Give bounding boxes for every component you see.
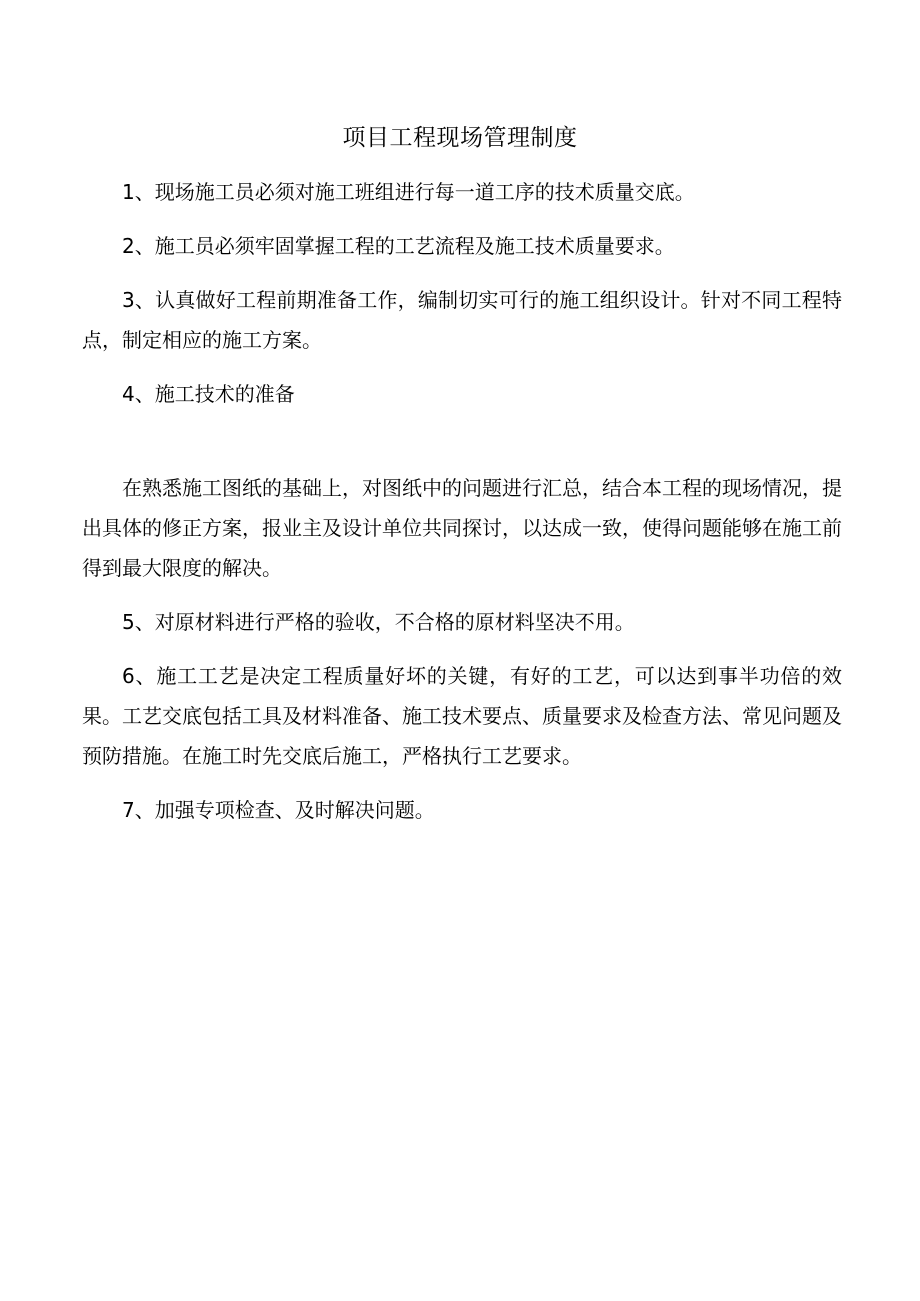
paragraph-5: 5、对原材料进行严格的验收，不合格的原材料坚决不用。 <box>122 610 635 634</box>
paragraph-6: 6、施工工艺是决定工程质量好坏的关键，有好的工艺，可以达到事半功倍的效果。工艺交底包括工具及材料准备、施工技术要点、质量要求及检查方法、常见问题及预防措施。在施工时先交底后施工，严格执行工艺要求。 <box>82 664 842 768</box>
paragraph-4-detail: 在熟悉施工图纸的基础上，对图纸中的问题进行汇总，结合本工程的现场情况，提出具体的修正方案，报业主及设计单位共同探讨，以达成一致，使得问题能够在施工前得到最大限度的解决。 <box>82 476 842 580</box>
paragraph-2: 2、施工员必须牢固掌握工程的工艺流程及施工技术质量要求。 <box>122 234 675 258</box>
document-body <box>82 172 842 844</box>
document-title: 项目工程现场管理制度 <box>342 125 578 151</box>
paragraph-1: 1、现场施工员必须对施工班组进行每一道工序的技术质量交底。 <box>122 180 695 204</box>
paragraph-7: 7、加强专项检查、及时解决问题。 <box>122 798 435 822</box>
paragraph-3: 3、认真做好工程前期准备工作，编制切实可行的施工组织设计。针对不同工程特点，制定相应的施工方案。 <box>82 288 842 352</box>
paragraph-4: 4、施工技术的准备 <box>122 382 295 406</box>
